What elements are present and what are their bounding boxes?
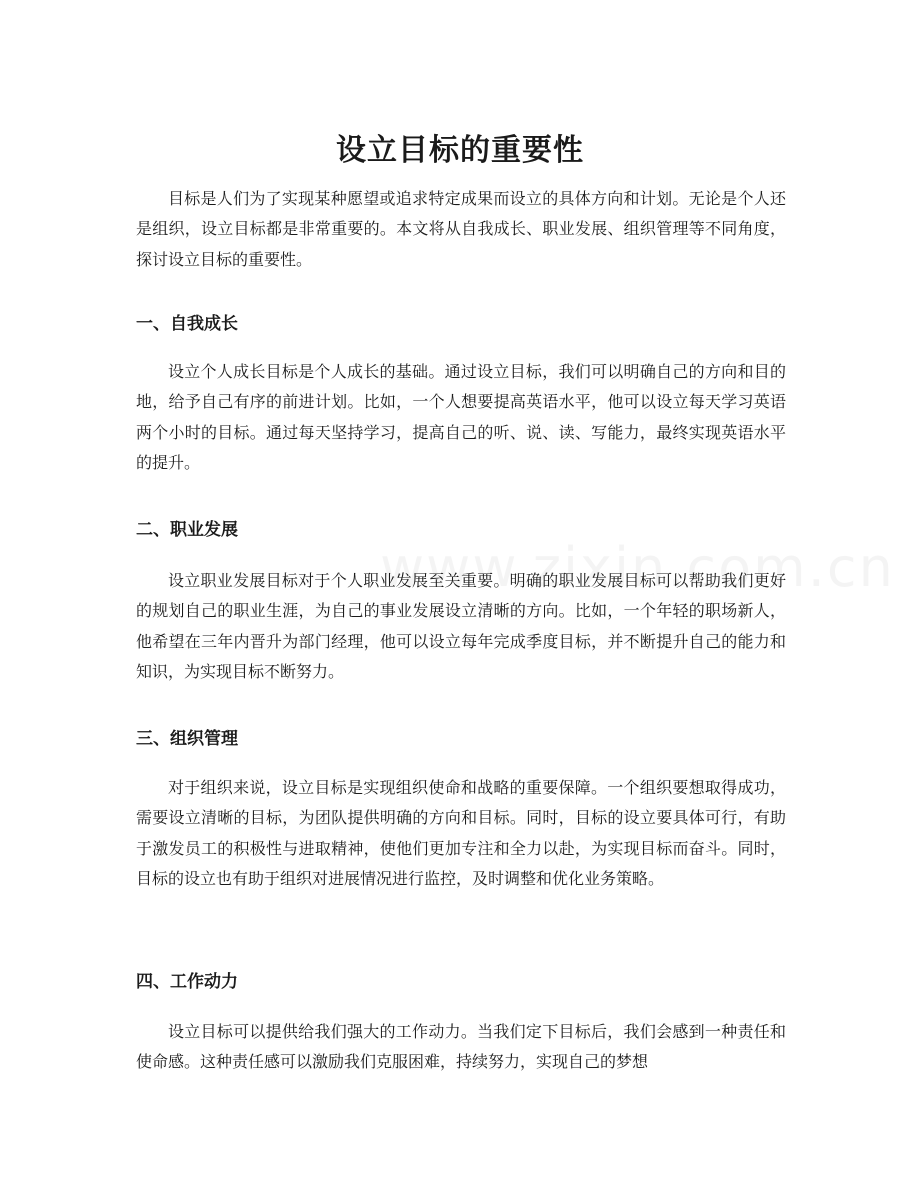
document-title: 设立目标的重要性 (336, 133, 584, 169)
section-body-self-growth: 设立个人成长目标是个人成长的基础。通过设立目标，我们可以明确自己的方向和目的地，给予自己有序的前进计划。比如，一个人想要提高英语水平，他可以设立每天学习英语两个小时的目标。通过每天坚持学习，提高自己的听、说、读、写能力，最终实现英语水平的提升。 (136, 362, 786, 473)
section-heading-self-growth: 一、自我成长 (136, 314, 238, 334)
section-heading-organization: 三、组织管理 (136, 729, 238, 749)
section-heading-career: 二、职业发展 (136, 520, 238, 540)
intro-paragraph: 目标是人们为了实现某种愿望或追求特定成果而设立的具体方向和计划。无论是个人还是组织，设立目标都是非常重要的。本文将从自我成长、职业发展、组织管理等不同角度，探讨设立目标的重要性。 (136, 189, 786, 269)
section-body-organization: 对于组织来说，设立目标是实现组织使命和战略的重要保障。一个组织要想取得成功，需要设立清晰的目标，为团队提供明确的方向和目标。同时，目标的设立要具体可行，有助于激发员工的积极性与进取精神，使他们更加专注和全力以赴，为实现目标而奋斗。同时，目标的设立也有助于组织对进展情况进行监控，及时调整和优化业务策略。 (136, 778, 786, 889)
section-body-motivation: 设立目标可以提供给我们强大的工作动力。当我们定下目标后，我们会感到一种责任和使命感。这种责任感可以激励我们克服困难，持续努力，实现自己的梦想 (136, 1022, 786, 1072)
section-heading-motivation: 四、工作动力 (136, 972, 238, 992)
section-body-career: 设立职业发展目标对于个人职业发展至关重要。明确的职业发展目标可以帮助我们更好的规划自己的职业生涯，为自己的事业发展设立清晰的方向。比如，一个年轻的职场新人，他希望在三年内晋升为部门经理，他可以设立每年完成季度目标，并不断提升自己的能力和知识，为实现目标不断努力。 (136, 571, 786, 682)
